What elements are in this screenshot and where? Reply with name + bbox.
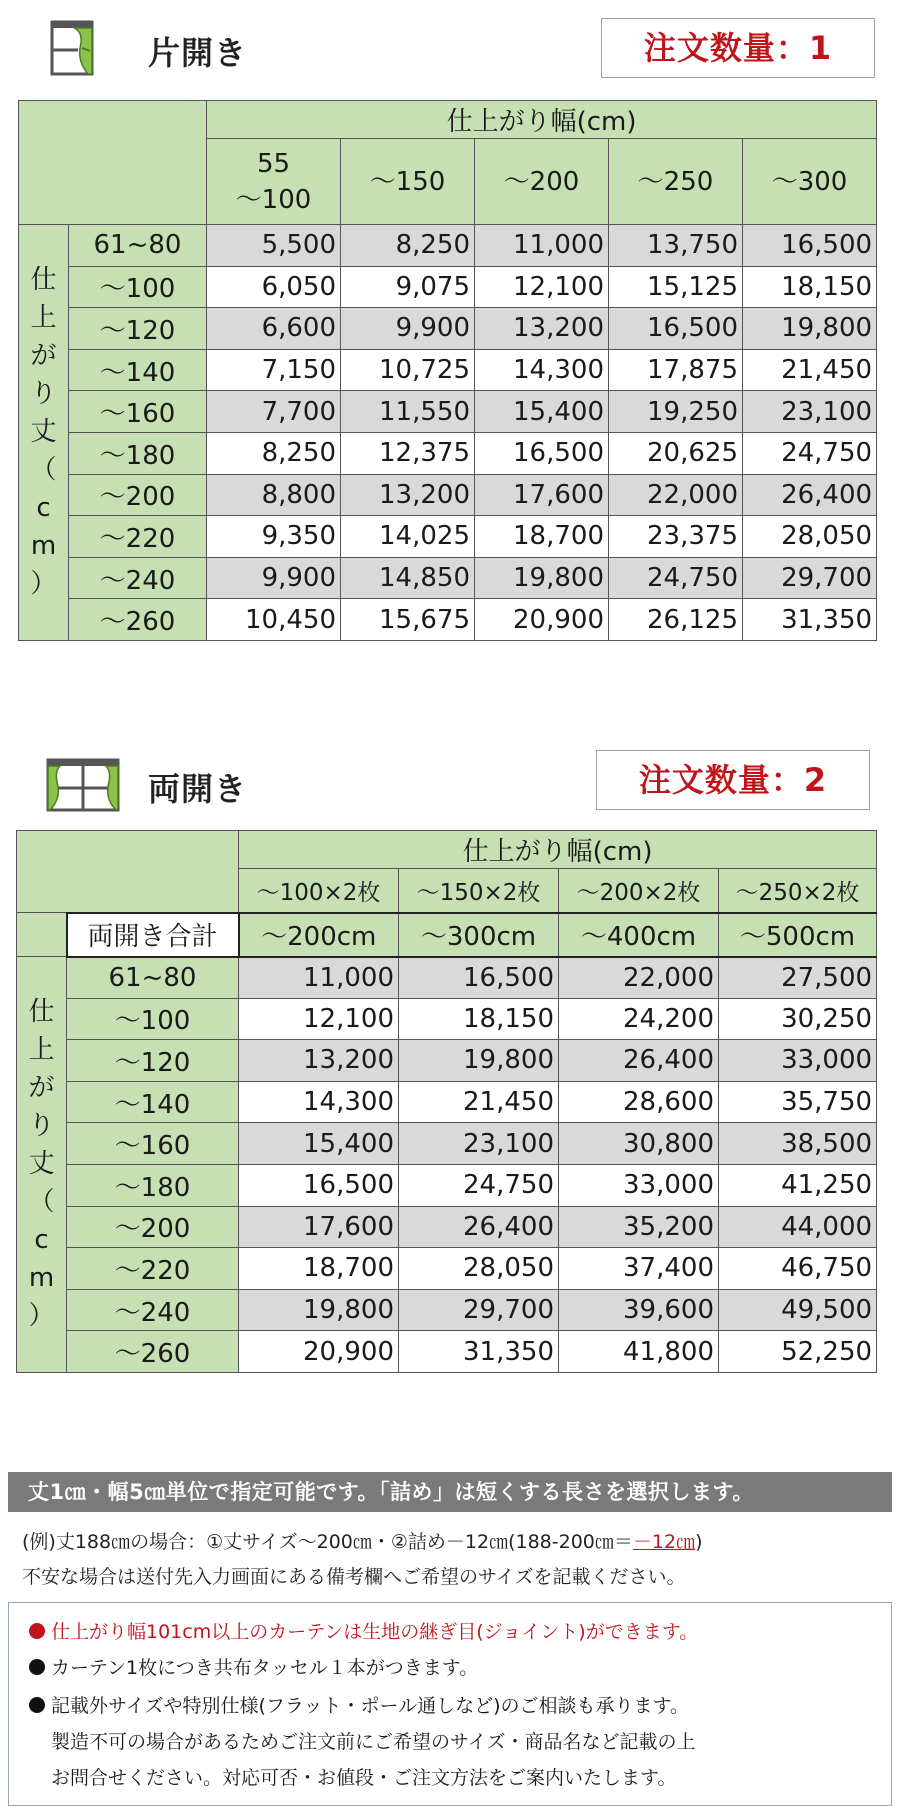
height-row-label: ～120 bbox=[69, 308, 207, 350]
price-cell: 33,000 bbox=[719, 1040, 877, 1082]
price-cell: 49,500 bbox=[719, 1289, 877, 1331]
example-end: ) bbox=[695, 1531, 703, 1553]
price-cell: 16,500 bbox=[743, 225, 877, 267]
price-cell: 11,000 bbox=[475, 225, 609, 267]
height-label-char: が bbox=[30, 341, 57, 372]
section2-title: 両開き bbox=[148, 770, 248, 808]
price-cell: 14,025 bbox=[341, 516, 475, 558]
info-line-tassel-text: カーテン1枚につき共布タッセル１本がつきます。 bbox=[51, 1657, 479, 1679]
section1-header bbox=[0, 0, 900, 100]
table-row bbox=[19, 557, 877, 599]
width-col-header: ～250 bbox=[609, 139, 743, 225]
height-row-label: ～100 bbox=[67, 998, 239, 1040]
height-label-char: c bbox=[36, 493, 51, 524]
total-col-header: ～500cm bbox=[719, 913, 877, 957]
example-red-value: －12㎝ bbox=[632, 1531, 696, 1553]
price-cell: 6,600 bbox=[207, 308, 341, 350]
table-corner-cell bbox=[17, 831, 239, 913]
price-cell: 44,000 bbox=[719, 1206, 877, 1248]
height-row-label: ～240 bbox=[69, 557, 207, 599]
price-cell: 13,200 bbox=[239, 1040, 399, 1082]
height-axis-label bbox=[17, 957, 67, 1373]
width-col-header: ～200 bbox=[475, 139, 609, 225]
total-width-row bbox=[17, 913, 877, 957]
price-cell: 27,500 bbox=[719, 957, 877, 999]
price-cell: 20,900 bbox=[239, 1331, 399, 1373]
price-cell: 11,550 bbox=[341, 391, 475, 433]
price-cell: 13,750 bbox=[609, 225, 743, 267]
width-col-header: ～300 bbox=[743, 139, 877, 225]
price-cell: 12,375 bbox=[341, 432, 475, 474]
price-cell: 21,450 bbox=[743, 349, 877, 391]
width-col-header: ～150 bbox=[341, 139, 475, 225]
price-cell: 13,200 bbox=[475, 308, 609, 350]
info-line-custom bbox=[29, 1691, 689, 1718]
height-label-char: 丈 bbox=[30, 417, 57, 448]
info-line-inquiry: お問合せください。対応可否・お値段・ご注文方法をご案内いたします。 bbox=[51, 1767, 677, 1789]
height-row-label: 61~80 bbox=[67, 957, 239, 999]
total-col-header: ～400cm bbox=[559, 913, 719, 957]
height-row-label: ～240 bbox=[67, 1289, 239, 1331]
table-row bbox=[19, 599, 877, 641]
table-row bbox=[17, 1164, 877, 1206]
price-cell: 9,075 bbox=[341, 266, 475, 308]
height-row-label: ～140 bbox=[67, 1081, 239, 1123]
height-row-label: ～180 bbox=[69, 432, 207, 474]
info-line-manufacture: 製造不可の場合があるためご注文前にご希望のサイズ・商品名など記載の上 bbox=[51, 1731, 696, 1753]
section1-price-table bbox=[18, 100, 877, 641]
price-cell: 46,750 bbox=[719, 1248, 877, 1290]
table-header-row bbox=[17, 831, 877, 869]
example-text: (例)丈188㎝の場合：①丈サイズ～200㎝・②詰め－12㎝(188-200㎝＝ bbox=[22, 1531, 633, 1553]
height-row-label: ～260 bbox=[67, 1331, 239, 1373]
table-row bbox=[17, 1331, 877, 1373]
price-cell: 8,250 bbox=[207, 432, 341, 474]
price-cell: 14,850 bbox=[341, 557, 475, 599]
price-cell: 16,500 bbox=[609, 308, 743, 350]
price-cell: 20,900 bbox=[475, 599, 609, 641]
price-cell: 12,100 bbox=[239, 998, 399, 1040]
height-label-char: m bbox=[30, 531, 57, 562]
info-line-joint-text: 仕上がり幅101cm以上のカーテンは生地の継ぎ目(ジョイント)ができます。 bbox=[51, 1621, 699, 1643]
height-label-char: c bbox=[34, 1225, 49, 1256]
total-col-header: ～300cm bbox=[399, 913, 559, 957]
info-line-custom-text: 記載外サイズや特別仕様(フラット・ポール通しなど)のご相談も承ります。 bbox=[51, 1695, 690, 1717]
table-row bbox=[19, 349, 877, 391]
price-cell: 7,150 bbox=[207, 349, 341, 391]
price-cell: 20,625 bbox=[609, 432, 743, 474]
total-col-header: ～200cm bbox=[239, 913, 399, 957]
single-curtain-window-icon bbox=[50, 18, 94, 78]
info-box bbox=[8, 1602, 892, 1806]
height-row-label: ～220 bbox=[67, 1248, 239, 1290]
table-row bbox=[17, 1248, 877, 1290]
price-cell: 26,400 bbox=[399, 1206, 559, 1248]
table-row bbox=[17, 1123, 877, 1165]
price-cell: 17,875 bbox=[609, 349, 743, 391]
table-header-row bbox=[19, 101, 877, 139]
table-row bbox=[19, 308, 877, 350]
table-row bbox=[19, 266, 877, 308]
price-cell: 16,500 bbox=[475, 432, 609, 474]
price-cell: 24,750 bbox=[743, 432, 877, 474]
height-label-char: （ bbox=[28, 1187, 55, 1218]
price-cell: 6,050 bbox=[207, 266, 341, 308]
price-cell: 9,900 bbox=[207, 557, 341, 599]
price-cell: 18,150 bbox=[743, 266, 877, 308]
price-cell: 30,800 bbox=[559, 1123, 719, 1165]
table-row bbox=[17, 1289, 877, 1331]
price-cell: 15,675 bbox=[341, 599, 475, 641]
table-row bbox=[17, 998, 877, 1040]
price-cell: 13,200 bbox=[341, 474, 475, 516]
black-dot-icon bbox=[29, 1697, 45, 1713]
height-label-char: m bbox=[28, 1263, 55, 1294]
height-row-label: ～180 bbox=[67, 1164, 239, 1206]
price-cell: 19,250 bbox=[609, 391, 743, 433]
remarks-note: 不安な場合は送付先入力画面にある備考欄へご希望のサイズを記載ください。 bbox=[22, 1566, 686, 1588]
section2-price-table bbox=[16, 830, 877, 1373]
info-line-tassel bbox=[29, 1653, 478, 1680]
price-cell: 9,350 bbox=[207, 516, 341, 558]
price-cell: 15,400 bbox=[475, 391, 609, 433]
price-cell: 16,500 bbox=[239, 1164, 399, 1206]
height-row-label: ～100 bbox=[69, 266, 207, 308]
section1-order-qty: 注文数量：1 bbox=[601, 18, 875, 78]
example-note bbox=[22, 1527, 703, 1554]
height-label-char: 上 bbox=[30, 303, 57, 334]
height-row-label: ～260 bbox=[69, 599, 207, 641]
width-col-header: ～150×2枚 bbox=[399, 869, 559, 913]
unit-info-banner: 丈1㎝・幅5㎝単位で指定可能です。「詰め」は短くする長さを選択します。 bbox=[8, 1472, 892, 1512]
price-cell: 18,150 bbox=[399, 998, 559, 1040]
price-cell: 10,725 bbox=[341, 349, 475, 391]
price-cell: 7,700 bbox=[207, 391, 341, 433]
table-row bbox=[19, 225, 877, 267]
price-cell: 17,600 bbox=[239, 1206, 399, 1248]
width-col-header: ～250×2枚 bbox=[719, 869, 877, 913]
width-col-header: 55 ～100 bbox=[207, 139, 341, 225]
price-cell: 35,200 bbox=[559, 1206, 719, 1248]
price-cell: 8,250 bbox=[341, 225, 475, 267]
double-curtain-window-icon bbox=[44, 754, 122, 814]
price-cell: 30,250 bbox=[719, 998, 877, 1040]
price-cell: 9,900 bbox=[341, 308, 475, 350]
height-label-vertical bbox=[19, 261, 68, 603]
price-cell: 41,250 bbox=[719, 1164, 877, 1206]
height-row-label: ～120 bbox=[67, 1040, 239, 1082]
red-dot-icon bbox=[29, 1623, 45, 1639]
table-row bbox=[19, 516, 877, 558]
height-label-char: り bbox=[30, 379, 57, 410]
height-row-label: ～160 bbox=[69, 391, 207, 433]
table-row bbox=[19, 391, 877, 433]
height-label-char: （ bbox=[30, 455, 57, 486]
price-cell: 19,800 bbox=[239, 1289, 399, 1331]
table-row bbox=[19, 432, 877, 474]
section2-header bbox=[0, 740, 900, 830]
height-label-char: 上 bbox=[28, 1035, 55, 1066]
height-label-char: ） bbox=[30, 569, 57, 600]
height-row-label: ～140 bbox=[69, 349, 207, 391]
price-cell: 19,800 bbox=[399, 1040, 559, 1082]
height-axis-label bbox=[19, 225, 69, 641]
section2-order-qty: 注文数量：2 bbox=[596, 750, 870, 810]
price-cell: 23,375 bbox=[609, 516, 743, 558]
height-label-char: り bbox=[28, 1111, 55, 1142]
price-cell: 22,000 bbox=[609, 474, 743, 516]
price-cell: 19,800 bbox=[743, 308, 877, 350]
height-row-label: 61~80 bbox=[69, 225, 207, 267]
price-cell: 21,450 bbox=[399, 1081, 559, 1123]
price-cell: 12,100 bbox=[475, 266, 609, 308]
price-cell: 31,350 bbox=[743, 599, 877, 641]
section1-title: 片開き bbox=[148, 34, 248, 72]
price-cell: 23,100 bbox=[743, 391, 877, 433]
height-row-label: ～160 bbox=[67, 1123, 239, 1165]
price-cell: 35,750 bbox=[719, 1081, 877, 1123]
height-label-char: 仕 bbox=[30, 265, 57, 296]
price-cell: 14,300 bbox=[239, 1081, 399, 1123]
price-cell: 16,500 bbox=[399, 957, 559, 999]
height-label-char: ） bbox=[28, 1301, 55, 1332]
price-cell: 29,700 bbox=[399, 1289, 559, 1331]
height-row-label: ～200 bbox=[67, 1206, 239, 1248]
price-cell: 5,500 bbox=[207, 225, 341, 267]
price-cell: 24,750 bbox=[399, 1164, 559, 1206]
price-cell: 28,050 bbox=[399, 1248, 559, 1290]
width-col-header: ～200×2枚 bbox=[559, 869, 719, 913]
price-cell: 28,600 bbox=[559, 1081, 719, 1123]
price-cell: 33,000 bbox=[559, 1164, 719, 1206]
total-left-spacer bbox=[17, 913, 67, 957]
price-cell: 29,700 bbox=[743, 557, 877, 599]
price-cell: 26,400 bbox=[743, 474, 877, 516]
price-cell: 38,500 bbox=[719, 1123, 877, 1165]
height-label-vertical bbox=[17, 993, 66, 1335]
table-row bbox=[17, 1081, 877, 1123]
price-cell: 22,000 bbox=[559, 957, 719, 999]
width-header: 仕上がり幅(cm) bbox=[207, 101, 877, 139]
table-row bbox=[17, 1206, 877, 1248]
price-cell: 52,250 bbox=[719, 1331, 877, 1373]
price-cell: 18,700 bbox=[475, 516, 609, 558]
price-cell: 39,600 bbox=[559, 1289, 719, 1331]
price-cell: 8,800 bbox=[207, 474, 341, 516]
height-row-label: ～220 bbox=[69, 516, 207, 558]
black-dot-icon bbox=[29, 1659, 45, 1675]
table-row bbox=[17, 1040, 877, 1082]
width-header: 仕上がり幅(cm) bbox=[239, 831, 877, 869]
total-label: 両開き合計 bbox=[67, 913, 239, 957]
price-cell: 17,600 bbox=[475, 474, 609, 516]
price-cell: 15,400 bbox=[239, 1123, 399, 1165]
price-cell: 28,050 bbox=[743, 516, 877, 558]
table-corner-cell bbox=[19, 101, 207, 225]
table-row bbox=[19, 474, 877, 516]
table-row bbox=[17, 957, 877, 999]
height-label-char: 仕 bbox=[28, 997, 55, 1028]
price-cell: 24,750 bbox=[609, 557, 743, 599]
price-cell: 10,450 bbox=[207, 599, 341, 641]
price-cell: 31,350 bbox=[399, 1331, 559, 1373]
height-label-char: 丈 bbox=[28, 1149, 55, 1180]
price-cell: 37,400 bbox=[559, 1248, 719, 1290]
price-cell: 19,800 bbox=[475, 557, 609, 599]
width-col-header: ～100×2枚 bbox=[239, 869, 399, 913]
price-cell: 15,125 bbox=[609, 266, 743, 308]
info-line-joint bbox=[29, 1617, 698, 1644]
height-row-label: ～200 bbox=[69, 474, 207, 516]
price-cell: 11,000 bbox=[239, 957, 399, 999]
price-cell: 26,125 bbox=[609, 599, 743, 641]
price-cell: 23,100 bbox=[399, 1123, 559, 1165]
price-cell: 18,700 bbox=[239, 1248, 399, 1290]
price-cell: 26,400 bbox=[559, 1040, 719, 1082]
price-cell: 41,800 bbox=[559, 1331, 719, 1373]
price-cell: 14,300 bbox=[475, 349, 609, 391]
price-cell: 24,200 bbox=[559, 998, 719, 1040]
height-label-char: が bbox=[28, 1073, 55, 1104]
